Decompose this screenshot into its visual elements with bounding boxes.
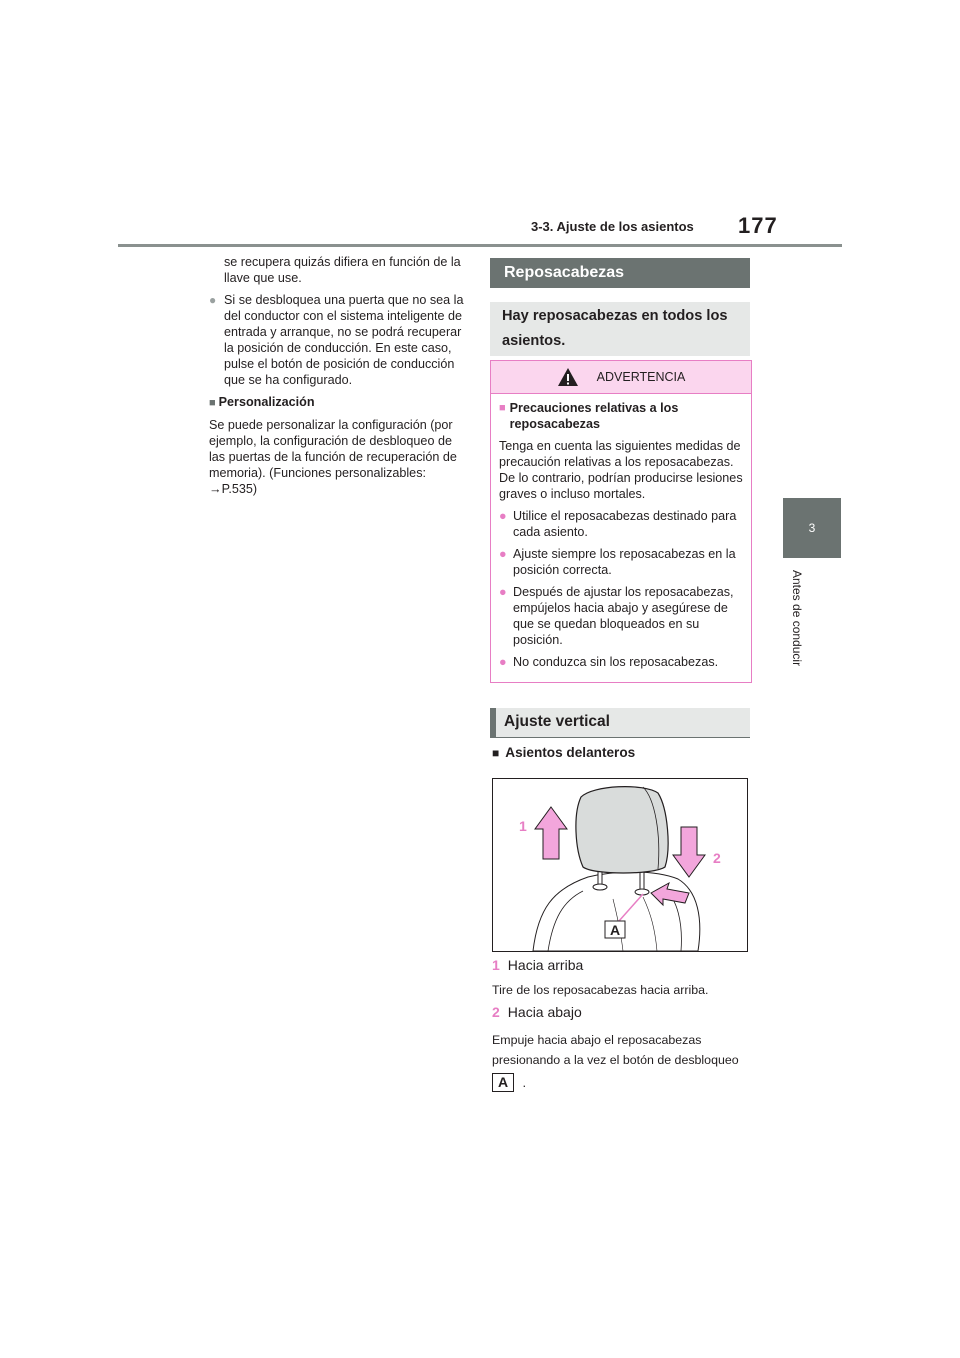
subheading: ■ Personalización xyxy=(209,395,315,409)
paragraph: se recupera quizás difiera en función de la llave que use. xyxy=(224,255,461,285)
warning-subhead: ■ Precauciones relativas a los reposacabezas xyxy=(499,401,679,431)
intro-text: Hay reposacabezas en todos los asientos. xyxy=(490,302,750,356)
headrest-figure xyxy=(493,779,747,951)
square-bullet-icon: ■ xyxy=(209,397,216,409)
warning-box xyxy=(490,360,752,683)
button-a-label: A xyxy=(492,1073,514,1092)
page-number: 177 xyxy=(738,213,778,238)
list-item xyxy=(209,292,467,388)
chapter-label: Antes de conducir xyxy=(790,570,804,667)
warning-list-item: ● Utilice el reposacabezas destinado para cada asiento. xyxy=(499,509,737,539)
label-up: 1 xyxy=(519,818,527,834)
bullet-text: Si se desbloquea una puerta que no sea la del conductor con el sistema inteligente de entrada y arranque, no se podrá recuperar la posición de conducción. En este caso, pulse el botón de posición de conducción que se ha configurado. xyxy=(224,293,464,387)
warning-icon xyxy=(557,367,579,387)
chapter-number: 3 xyxy=(808,521,816,535)
step-description: Empuje hacia abajo el reposacabezas presionando a la vez el botón de desbloqueo xyxy=(492,1033,739,1067)
step-number: 2 xyxy=(492,1004,500,1020)
front-seats-heading: ■ Asientos delanteros xyxy=(492,745,636,760)
headrest-illustration xyxy=(492,778,748,952)
step-title: Hacia arriba xyxy=(507,957,584,973)
period: . xyxy=(522,1075,527,1090)
warning-text: Tenga en cuenta las siguientes medidas de precaución relativas a los reposacabezas. De lo contrario, podrían producirse lesiones graves o incluso mortales. xyxy=(499,439,743,501)
warning-list-item: ● Ajuste siempre los reposacabezas en la posición correcta. xyxy=(499,547,736,577)
bullet-icon: ● xyxy=(499,547,507,561)
warning-header xyxy=(491,361,751,394)
section-heading: Reposacabezas xyxy=(490,258,750,288)
warning-body xyxy=(491,394,751,682)
label-button: A xyxy=(610,922,621,938)
square-bullet-icon: ■ xyxy=(499,402,506,414)
chapter-tab xyxy=(783,498,841,558)
bullet-icon: ● xyxy=(499,655,507,669)
square-bullet-icon: ■ xyxy=(492,746,500,760)
step-number: 1 xyxy=(492,957,500,973)
step-description: Tire de los reposacabezas hacia arriba. xyxy=(492,983,709,997)
label-down: 2 xyxy=(713,850,721,866)
vertical-adjust-heading: Ajuste vertical xyxy=(490,708,750,738)
header-divider xyxy=(118,244,842,247)
step-2 xyxy=(492,1004,582,1020)
warning-list-item: ● No conduzca sin los reposacabezas. xyxy=(499,655,719,669)
step-title: Hacia abajo xyxy=(507,1004,582,1020)
bullet-icon: ● xyxy=(499,509,507,523)
step-1 xyxy=(492,957,583,973)
button-reference xyxy=(492,1073,526,1092)
section-title: 3-3. Ajuste de los asientos xyxy=(531,219,694,234)
bullet-icon: ● xyxy=(499,585,507,599)
bullet-icon: ● xyxy=(209,293,217,307)
paragraph: Se puede personalizar la configuración (por ejemplo, la configuración de desbloqueo de las puertas de la función de recuperación de memoria). (Funciones personalizables: →P.535) xyxy=(209,418,457,496)
warning-label: ADVERTENCIA xyxy=(596,370,686,384)
left-column xyxy=(209,254,467,503)
warning-list-item: ● Después de ajustar los reposacabezas, empújelos hacia abajo y asegúrese de que se quedan bloqueados en su posición. xyxy=(499,585,734,647)
